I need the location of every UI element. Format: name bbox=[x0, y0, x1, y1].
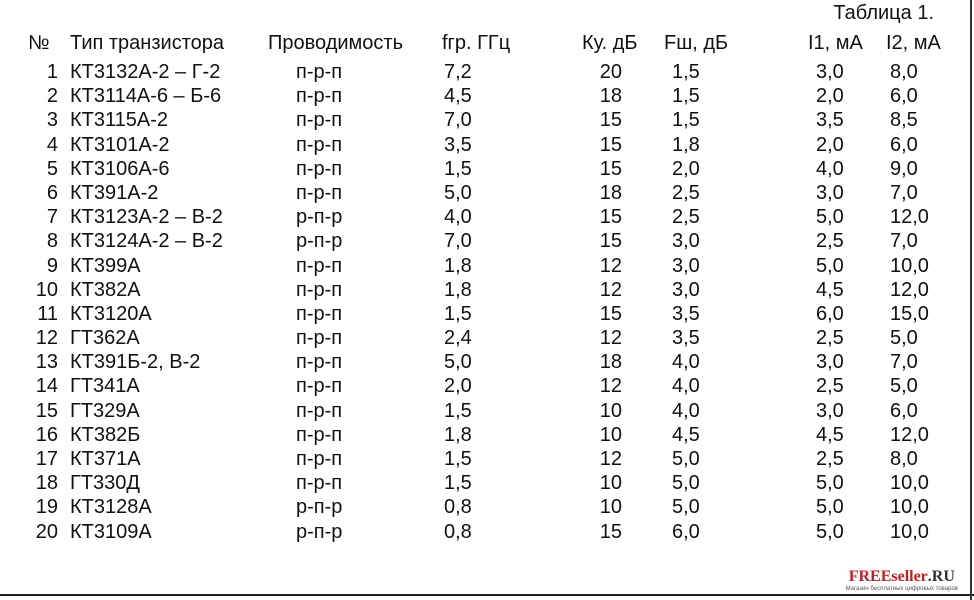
table-row bbox=[0, 374, 974, 398]
cell-gain: 10 bbox=[599, 423, 622, 446]
cell-conductivity: п-р-п bbox=[296, 61, 343, 83]
cell-type: КТ391Б-2, В-2 bbox=[70, 351, 201, 374]
cell-current-2: 5,0 bbox=[890, 327, 918, 350]
cell-current-1: 6,0 bbox=[816, 302, 844, 325]
cell-gain: 15 bbox=[599, 109, 622, 132]
cell-conductivity: п-р-п bbox=[296, 302, 343, 325]
cell-conductivity: р-п-р bbox=[296, 520, 343, 543]
cell-type: КТ382А bbox=[70, 278, 141, 301]
table-row bbox=[0, 157, 974, 181]
cell-type: ГТ341А bbox=[70, 375, 140, 398]
header-noise: Fш, дБ bbox=[664, 32, 729, 54]
cell-frequency: 7,0 bbox=[444, 109, 472, 132]
cell-conductivity: п-р-п bbox=[296, 448, 343, 470]
table-body bbox=[0, 60, 974, 544]
cell-conductivity: п-р-п bbox=[296, 157, 343, 180]
cell-frequency: 4,5 bbox=[444, 85, 472, 108]
cell-conductivity: п-р-п bbox=[296, 109, 343, 132]
cell-current-2: 6,0 bbox=[890, 85, 918, 108]
cell-gain: 18 bbox=[599, 351, 622, 374]
cell-gain: 18 bbox=[599, 85, 622, 108]
cell-type: КТ391А-2 bbox=[70, 181, 159, 204]
cell-current-2: 8,0 bbox=[890, 61, 918, 83]
cell-current-1: 3,0 bbox=[816, 61, 844, 83]
cell-frequency: 0,8 bbox=[444, 496, 472, 519]
cell-gain: 12 bbox=[599, 375, 622, 398]
cell-frequency: 0,8 bbox=[444, 520, 472, 543]
cell-conductivity: п-р-п bbox=[296, 472, 343, 495]
cell-number: 3 bbox=[46, 109, 58, 132]
cell-frequency: 1,5 bbox=[444, 157, 472, 180]
cell-current-2: 12,0 bbox=[890, 423, 929, 446]
table-row bbox=[0, 447, 974, 471]
cell-current-1: 2,0 bbox=[816, 85, 844, 108]
cell-number: 1 bbox=[46, 61, 58, 83]
cell-current-1: 5,0 bbox=[816, 254, 844, 277]
cell-current-1: 5,0 bbox=[816, 520, 844, 543]
cell-number: 16 bbox=[35, 423, 58, 446]
cell-conductivity: п-р-п bbox=[296, 254, 343, 277]
cell-noise: 3,0 bbox=[672, 278, 700, 301]
table-row bbox=[0, 229, 974, 253]
cell-number: 5 bbox=[46, 157, 58, 180]
cell-number: 14 bbox=[35, 375, 58, 398]
cell-conductivity: п-р-п bbox=[296, 423, 343, 446]
cell-frequency: 5,0 bbox=[444, 181, 472, 204]
cell-current-1: 2,0 bbox=[816, 133, 844, 156]
cell-type: КТ3124А-2 – В-2 bbox=[70, 230, 223, 253]
cell-current-2: 10,0 bbox=[890, 472, 929, 495]
cell-noise: 2,0 bbox=[672, 157, 700, 180]
cell-current-2: 7,0 bbox=[890, 181, 918, 204]
cell-number: 6 bbox=[46, 181, 58, 204]
cell-current-2: 15,0 bbox=[890, 302, 929, 325]
cell-noise: 4,0 bbox=[672, 351, 700, 374]
cell-frequency: 7,2 bbox=[444, 61, 472, 83]
cell-noise: 1,8 bbox=[672, 133, 700, 156]
cell-conductivity: п-р-п bbox=[296, 351, 343, 374]
cell-current-1: 2,5 bbox=[816, 448, 844, 470]
cell-noise: 5,0 bbox=[672, 472, 700, 495]
cell-current-2: 10,0 bbox=[890, 496, 929, 519]
cell-gain: 12 bbox=[599, 448, 622, 470]
cell-gain: 12 bbox=[599, 278, 622, 301]
cell-type: КТ3128А bbox=[70, 496, 152, 519]
cell-type: КТ3106А-6 bbox=[70, 157, 170, 180]
table-row bbox=[0, 60, 974, 84]
cell-frequency: 4,0 bbox=[444, 206, 472, 229]
cell-noise: 5,0 bbox=[672, 496, 700, 519]
cell-number: 4 bbox=[46, 133, 58, 156]
cell-type: ГТ330Д bbox=[70, 472, 140, 495]
cell-noise: 3,5 bbox=[672, 302, 700, 325]
cell-number: 20 bbox=[35, 520, 58, 543]
cell-noise: 4,0 bbox=[672, 375, 700, 398]
cell-type: ГТ329А bbox=[70, 399, 140, 422]
watermark-tagline: Магазин бесплатных цифровых товаров bbox=[845, 586, 958, 592]
cell-conductivity: п-р-п bbox=[296, 181, 343, 204]
cell-noise: 4,5 bbox=[672, 423, 700, 446]
header-current-1: I1, мА bbox=[808, 32, 863, 54]
table-row bbox=[0, 181, 974, 205]
cell-current-2: 10,0 bbox=[890, 520, 929, 543]
cell-noise: 4,0 bbox=[672, 399, 700, 422]
cell-conductivity: п-р-п bbox=[296, 399, 343, 422]
cell-conductivity: р-п-р bbox=[296, 496, 343, 519]
cell-number: 8 bbox=[46, 230, 58, 253]
cell-gain: 15 bbox=[599, 133, 622, 156]
header-transistor-type: Тип транзистора bbox=[70, 32, 224, 54]
table-row bbox=[0, 326, 974, 350]
cell-noise: 3,0 bbox=[672, 230, 700, 253]
cell-type: КТ371А bbox=[70, 448, 141, 470]
cell-current-2: 8,0 bbox=[890, 448, 918, 470]
cell-current-1: 3,0 bbox=[816, 351, 844, 374]
cell-gain: 15 bbox=[599, 520, 622, 543]
cell-frequency: 2,4 bbox=[444, 327, 472, 350]
cell-frequency: 1,8 bbox=[444, 423, 472, 446]
cell-noise: 2,5 bbox=[672, 206, 700, 229]
cell-current-1: 4,5 bbox=[816, 423, 844, 446]
cell-number: 13 bbox=[35, 351, 58, 374]
cell-conductivity: п-р-п bbox=[296, 133, 343, 156]
header-conductivity: Проводимость bbox=[268, 32, 403, 54]
cell-type: КТ3114А-6 – Б-6 bbox=[70, 85, 222, 108]
cell-noise: 3,5 bbox=[672, 327, 700, 350]
cell-number: 10 bbox=[35, 278, 58, 301]
table-row bbox=[0, 399, 974, 423]
cell-conductivity: п-р-п bbox=[296, 375, 343, 398]
cell-number: 12 bbox=[35, 327, 58, 350]
table-caption: Таблица 1. bbox=[833, 2, 934, 24]
cell-gain: 15 bbox=[599, 302, 622, 325]
header-number: № bbox=[28, 32, 50, 54]
cell-type: КТ3101А-2 bbox=[70, 133, 170, 156]
cell-current-1: 3,5 bbox=[816, 109, 844, 132]
cell-frequency: 2,0 bbox=[444, 375, 472, 398]
cell-type: КТ3120А bbox=[70, 302, 152, 325]
cell-conductivity: п-р-п bbox=[296, 278, 343, 301]
cell-type: ГТ362А bbox=[70, 327, 140, 350]
cell-current-2: 9,0 bbox=[890, 157, 918, 180]
cell-frequency: 7,0 bbox=[444, 230, 472, 253]
cell-frequency: 1,5 bbox=[444, 302, 472, 325]
watermark-brand: FREEseller.RU bbox=[848, 568, 955, 585]
cell-noise: 5,0 bbox=[672, 448, 700, 470]
cell-gain: 10 bbox=[599, 472, 622, 495]
cell-type: КТ3132А-2 – Г-2 bbox=[70, 61, 221, 83]
cell-gain: 18 bbox=[599, 181, 622, 204]
table-header bbox=[0, 32, 974, 58]
cell-type: КТ3123А-2 – В-2 bbox=[70, 206, 223, 229]
cell-conductivity: п-р-п bbox=[296, 85, 343, 108]
cell-current-1: 2,5 bbox=[816, 375, 844, 398]
cell-current-1: 2,5 bbox=[816, 230, 844, 253]
table-row bbox=[0, 84, 974, 108]
cell-current-1: 4,5 bbox=[816, 278, 844, 301]
cell-current-2: 6,0 bbox=[890, 133, 918, 156]
cell-noise: 2,5 bbox=[672, 181, 700, 204]
header-gain: Ку. дБ bbox=[582, 32, 638, 54]
cell-gain: 10 bbox=[599, 496, 622, 519]
cell-current-2: 12,0 bbox=[890, 206, 929, 229]
cell-gain: 12 bbox=[599, 327, 622, 350]
cell-gain: 15 bbox=[599, 206, 622, 229]
cell-conductivity: р-п-р bbox=[296, 206, 343, 229]
cell-frequency: 1,8 bbox=[444, 278, 472, 301]
table-row bbox=[0, 254, 974, 278]
cell-type: КТ3109А bbox=[70, 520, 152, 543]
cell-frequency: 3,5 bbox=[444, 133, 472, 156]
header-frequency: fгр. ГГц bbox=[442, 32, 511, 54]
table-row bbox=[0, 133, 974, 157]
cell-type: КТ3115А-2 bbox=[70, 109, 168, 132]
cell-current-1: 3,0 bbox=[816, 399, 844, 422]
cell-current-2: 6,0 bbox=[890, 399, 918, 422]
cell-type: КТ382Б bbox=[70, 423, 141, 446]
cell-conductivity: п-р-п bbox=[296, 327, 343, 350]
table-row bbox=[0, 302, 974, 326]
cell-number: 18 bbox=[35, 472, 58, 495]
right-border bbox=[970, 0, 972, 600]
table-row bbox=[0, 278, 974, 302]
table-row bbox=[0, 108, 974, 132]
cell-current-1: 5,0 bbox=[816, 472, 844, 495]
table-row bbox=[0, 520, 974, 544]
cell-gain: 20 bbox=[599, 61, 622, 83]
cell-number: 11 bbox=[37, 302, 58, 325]
cell-noise: 6,0 bbox=[672, 520, 700, 543]
table-row bbox=[0, 205, 974, 229]
cell-current-1: 3,0 bbox=[816, 181, 844, 204]
cell-current-2: 7,0 bbox=[890, 351, 918, 374]
cell-gain: 10 bbox=[599, 399, 622, 422]
cell-gain: 12 bbox=[599, 254, 622, 277]
cell-current-2: 8,5 bbox=[890, 109, 918, 132]
cell-current-2: 10,0 bbox=[890, 254, 929, 277]
cell-current-1: 4,0 bbox=[816, 157, 844, 180]
cell-gain: 15 bbox=[599, 157, 622, 180]
cell-current-1: 5,0 bbox=[816, 206, 844, 229]
cell-current-2: 7,0 bbox=[890, 230, 918, 253]
cell-number: 15 bbox=[35, 399, 58, 422]
watermark-logo bbox=[846, 568, 958, 592]
cell-number: 17 bbox=[35, 448, 58, 470]
table-row bbox=[0, 495, 974, 519]
cell-current-2: 12,0 bbox=[890, 278, 929, 301]
cell-current-2: 5,0 bbox=[890, 375, 918, 398]
table-row bbox=[0, 471, 974, 495]
cell-frequency: 5,0 bbox=[444, 351, 472, 374]
cell-current-1: 2,5 bbox=[816, 327, 844, 350]
table-row bbox=[0, 423, 974, 447]
cell-frequency: 1,5 bbox=[444, 448, 472, 470]
cell-frequency: 1,5 bbox=[444, 399, 472, 422]
table-row bbox=[0, 350, 974, 374]
cell-frequency: 1,8 bbox=[444, 254, 472, 277]
header-current-2: I2, мА bbox=[886, 32, 941, 54]
cell-noise: 1,5 bbox=[672, 61, 700, 83]
cell-noise: 1,5 bbox=[672, 109, 700, 132]
cell-number: 2 bbox=[46, 85, 58, 108]
cell-number: 9 bbox=[46, 254, 58, 277]
cell-number: 7 bbox=[46, 206, 58, 229]
cell-type: КТ399А bbox=[70, 254, 141, 277]
cell-conductivity: р-п-р bbox=[296, 230, 343, 253]
cell-number: 19 bbox=[35, 496, 58, 519]
cell-frequency: 1,5 bbox=[444, 472, 472, 495]
bottom-border bbox=[0, 594, 974, 596]
cell-gain: 15 bbox=[599, 230, 622, 253]
cell-current-1: 5,0 bbox=[816, 496, 844, 519]
cell-noise: 3,0 bbox=[672, 254, 700, 277]
cell-noise: 1,5 bbox=[672, 85, 700, 108]
